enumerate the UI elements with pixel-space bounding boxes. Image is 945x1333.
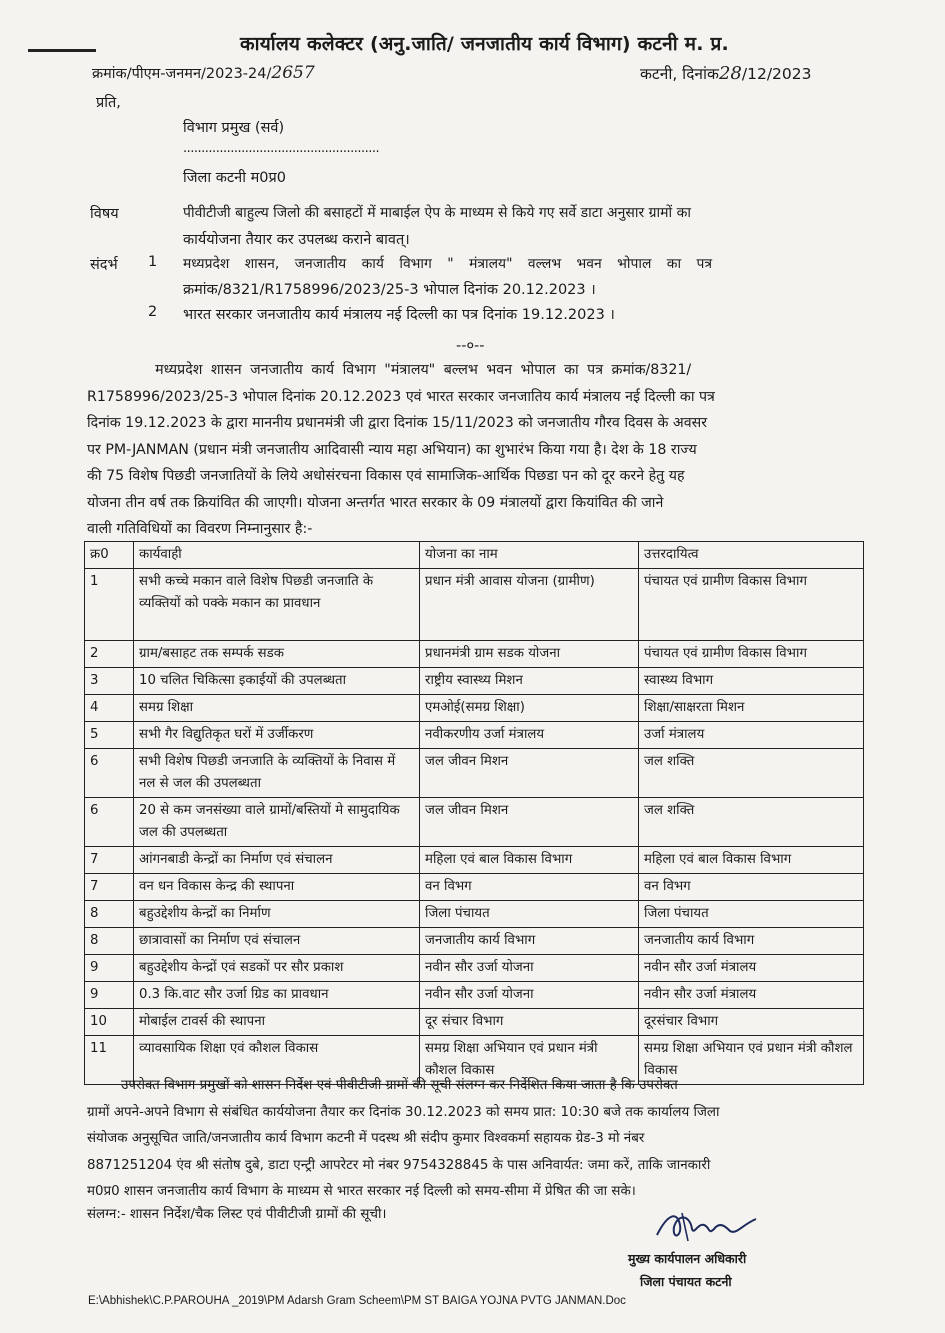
table-cell: समग्र शिक्षा अभियान एवं प्रधान मंत्री कौशल विकास — [420, 1036, 639, 1085]
body-paragraph — [87, 357, 859, 543]
table-body — [85, 542, 864, 1085]
table-row — [85, 749, 864, 798]
table-row — [85, 928, 864, 955]
table-cell: 8 — [85, 928, 134, 955]
table-cell: स्वास्थ्य विभाग — [639, 668, 864, 695]
closing-line: म0प्र0 शासन जनजातीय कार्य विभाग के माध्यम से भारत सरकार नई दिल्ली को समय-सीमा में प्रेषित की जा सके। — [87, 1184, 636, 1199]
table-cell: 10 चलित चिकित्सा इकाईयों की उपलब्धता — [134, 668, 420, 695]
table-cell: सभी विशेष पिछडी जनजाति के व्यक्तियों के निवास में नल से जल की उपलब्धता — [134, 749, 420, 798]
activities-table — [84, 541, 864, 1085]
reference-number — [92, 63, 315, 83]
body-line: मध्यप्रदेश शासन जनजातीय कार्य विभाग "मंत्रालय" बल्लभ भवन भोपाल का पत्र क्रमांक/8321/ — [87, 362, 692, 378]
reference-1-line-1: मध्यप्रदेश शासन, जनजातीय कार्य विभाग " मंत्रालय" वल्लभ भवन भोपाल का पत्र — [183, 256, 713, 272]
closing-line: उपरोक्त विभाग प्रमुखों को शासन निर्देश एवं पीवीटीजी ग्रामों की सूची संलग्न कर निर्देशित किया जाता है कि उपरोक्त — [87, 1078, 678, 1093]
margin-rule — [28, 49, 96, 52]
subject-line-1: पीवीटीजी बाहुल्य जिलो की बसाहटों में माबाईल ऐप के माध्यम से किये गए सर्वे डाटा अनुसार ग्रामों का — [183, 205, 691, 221]
table-row — [85, 874, 864, 901]
body-line: वाली गतिविधियों का विवरण निम्नानुसार है:- — [87, 521, 313, 537]
table-cell: जनजातीय कार्य विभाग — [420, 928, 639, 955]
table-cell: जिला पंचायत — [420, 901, 639, 928]
reference-label: संदर्भ — [90, 257, 118, 273]
table-header-cell: उत्तरदायित्व — [639, 542, 864, 569]
table-cell: प्रधान मंत्री आवास योजना (ग्रामीण) — [420, 569, 639, 641]
table-cell: समग्र शिक्षा अभियान एवं प्रधान मंत्री कौशल विकास — [639, 1036, 864, 1085]
closing-line: ग्रामों अपने-अपने विभाग से संबंधित कार्ययोजना तैयार कर दिनांक 30.12.2023 को समय प्रात: 10:30 बजे तक कार्यालय जिला — [87, 1104, 720, 1120]
table-row — [85, 982, 864, 1009]
table-header-cell: योजना का नाम — [420, 542, 639, 569]
table-cell: 0.3 कि.वाट सौर उर्जा ग्रिड का प्रावधान — [134, 982, 420, 1009]
prati-label: प्रति, — [96, 95, 121, 111]
table-cell: जल शक्ति — [639, 798, 864, 847]
table-cell: वन विभग — [420, 874, 639, 901]
table-row — [85, 722, 864, 749]
table-cell: मोबाईल टावर्स की स्थापना — [134, 1009, 420, 1036]
table-cell: सभी गैर विद्युतिकृत घरों में उर्जीकरण — [134, 722, 420, 749]
table-row — [85, 955, 864, 982]
table-cell: बहुउद्देशीय केन्द्रों का निर्माण — [134, 901, 420, 928]
ref-number-handwritten: 2657 — [271, 63, 315, 83]
recipient-line-3: जिला कटनी म0प्र0 — [183, 170, 286, 186]
table-cell: पंचायत एवं ग्रामीण विकास विभाग — [639, 641, 864, 668]
body-line: की 75 विशेष पिछडी जनजातियों के लिये अधोसंरचना विकास एवं सामाजिक-आर्थिक पिछडा पन को दूर करने हेतु यह — [87, 468, 685, 484]
footer-file-path: E:\Abhishek\C.P.PAROUHA _2019\PM Adarsh Gram Scheem\PM ST BAIGA YOJNA PVTG JANMAN.Doc — [88, 1295, 626, 1307]
signatory-office: जिला पंचायत कटनी — [640, 1274, 732, 1289]
table-cell: दूरसंचार विभाग — [639, 1009, 864, 1036]
table-cell: व्यावसायिक शिक्षा एवं कौशल विकास — [134, 1036, 420, 1085]
table-cell: 2 — [85, 641, 134, 668]
table-header-row — [85, 542, 864, 569]
closing-line: 8871251204 एंव श्री संतोष दुबे, डाटा एन्ट्री आपरेटर मो नंबर 9754328845 के पास अनिवार्यत: जमा करें, ताकि जानकारी — [87, 1157, 711, 1173]
date-day-handwritten: 28 — [718, 63, 742, 84]
table-cell: 20 से कम जनसंख्या वाले ग्रामों/बस्तियों मे सामुदायिक जल की उपलब्धता — [134, 798, 420, 847]
table-header-cell: क्र0 — [85, 542, 134, 569]
table-cell: जल जीवन मिशन — [420, 798, 639, 847]
table-cell: 7 — [85, 874, 134, 901]
recipient-line-1: विभाग प्रमुख (सर्व) — [183, 120, 285, 136]
table-row — [85, 798, 864, 847]
table-cell: जल शक्ति — [639, 749, 864, 798]
table-cell: ग्राम/बसाहट तक सम्पर्क सडक — [134, 641, 420, 668]
subject-line-2: कार्ययोजना तैयार कर उपलब्ध कराने बावत्। — [183, 232, 410, 248]
table-cell: शिक्षा/साक्षरता मिशन — [639, 695, 864, 722]
date-month-year: /12/2023 — [741, 65, 812, 83]
table-cell: सभी कच्चे मकान वाले विशेष पिछडी जनजाति के व्यक्तियों को पक्के मकान का प्रावधान — [134, 569, 420, 641]
table-cell: एमओई(समग्र शिक्षा) — [420, 695, 639, 722]
body-line: पर PM-JANMAN (प्रधान मंत्री जनजातीय आदिवासी न्याय महा अभियान) का शुभारंभ किया गया है। देश के 18 राज्य — [87, 441, 697, 458]
table-cell: बहुउद्देशीय केन्द्रों एवं सडकों पर सौर प्रकाश — [134, 955, 420, 982]
signature — [652, 1205, 762, 1245]
table-cell: नवीन सौर उर्जा मंत्रालय — [639, 955, 864, 982]
table-cell: 7 — [85, 847, 134, 874]
table-row — [85, 1009, 864, 1036]
body-line: योजना तीन वर्ष तक क्रियांवित की जाएगी। योजना अन्तर्गत भारत सरकार के 09 मंत्रालयों द्वारा कियांवित की जाने — [87, 494, 664, 511]
table-cell: 6 — [85, 798, 134, 847]
table-row — [85, 668, 864, 695]
table-cell: छात्रावासों का निर्माण एवं संचालन — [134, 928, 420, 955]
closing-paragraph — [87, 1073, 859, 1206]
table-cell: नवीन सौर उर्जा योजना — [420, 982, 639, 1009]
table-cell: नवीन सौर उर्जा योजना — [420, 955, 639, 982]
reference-2-number: 2 — [148, 304, 158, 320]
table-cell: प्रधानमंत्री ग्राम सडक योजना — [420, 641, 639, 668]
table-cell: 9 — [85, 982, 134, 1009]
table-cell: 11 — [85, 1036, 134, 1085]
table-cell: 3 — [85, 668, 134, 695]
subject-label: विषय — [90, 206, 119, 222]
reference-1-line-2: क्रमांक/8321/R1758996/2023/25-3 भोपाल दिनांक 20.12.2023 । — [183, 282, 596, 298]
separator: --०-- — [456, 338, 485, 354]
table-cell: नवीकरणीय उर्जा मंत्रालय — [420, 722, 639, 749]
table-cell: पंचायत एवं ग्रामीण विकास विभाग — [639, 569, 864, 641]
table-cell: वन विभग — [639, 874, 864, 901]
table-cell: 5 — [85, 722, 134, 749]
table-cell: जनजातीय कार्य विभाग — [639, 928, 864, 955]
ref-number-printed: क्रमांक/पीएम-जनमन/2023-24/ — [92, 66, 272, 82]
table-cell: नवीन सौर उर्जा मंत्रालय — [639, 982, 864, 1009]
table-cell: 1 — [85, 569, 134, 641]
table-cell: 8 — [85, 901, 134, 928]
table-cell: जल जीवन मिशन — [420, 749, 639, 798]
table-cell: 10 — [85, 1009, 134, 1036]
table-cell: वन धन विकास केन्द्र की स्थापना — [134, 874, 420, 901]
recipient-dotted-line: ...................................................... — [183, 141, 380, 156]
table-row — [85, 901, 864, 928]
body-line: दिनांक 19.12.2023 के द्वारा माननीय प्रधानमंत्री जी द्वारा दिनांक 15/11/2023 को जनजातीय गौरव दिवस के अवसर — [87, 415, 708, 431]
table-cell: 6 — [85, 749, 134, 798]
enclosure-note: संलग्न:- शासन निर्देश/चैक लिस्ट एवं पीवीटीजी ग्रामों की सूची। — [87, 1207, 387, 1222]
table-cell: आंगनबाडी केन्द्रों का निर्माण एवं संचालन — [134, 847, 420, 874]
table-cell: महिला एवं बाल विकास विभाग — [420, 847, 639, 874]
table-cell: दूर संचार विभाग — [420, 1009, 639, 1036]
table-cell: समग्र शिक्षा — [134, 695, 420, 722]
place-date-label: कटनी, दिनांक — [640, 65, 719, 83]
table-row — [85, 847, 864, 874]
table-cell: 9 — [85, 955, 134, 982]
reference-1-number: 1 — [148, 254, 158, 270]
office-title: कार्यालय कलेक्टर (अनु.जाति/ जनजातीय कार्य विभाग) कटनी म. प्र. — [240, 33, 729, 55]
table-cell: जिला पंचायत — [639, 901, 864, 928]
table-row — [85, 695, 864, 722]
table-cell: 4 — [85, 695, 134, 722]
table-row — [85, 641, 864, 668]
table-header-cell: कार्यवाही — [134, 542, 420, 569]
table-cell: उर्जा मंत्रालय — [639, 722, 864, 749]
body-line: R1758996/2023/25-3 भोपाल दिनांक 20.12.2023 एवं भारत सरकार जनजातिय कार्य मंत्रालय नई दिल्ली का पत्र — [87, 388, 715, 405]
reference-2-line-1: भारत सरकार जनजातीय कार्य मंत्रालय नई दिल्ली का पत्र दिनांक 19.12.2023 । — [183, 307, 615, 323]
table-cell: राष्ट्रीय स्वास्थ्य मिशन — [420, 668, 639, 695]
table-row — [85, 569, 864, 641]
place-date — [640, 62, 812, 84]
table-cell: महिला एवं बाल विकास विभाग — [639, 847, 864, 874]
signatory-designation: मुख्य कार्यपालन अधिकारी — [628, 1251, 747, 1266]
closing-line: संयोजक अनुसूचित जाति/जनजातीय कार्य विभाग कटनी में पदस्थ श्री संदीप कुमार विश्वकर्मा सहायक ग्रेड-3 मो नंबर — [87, 1131, 645, 1146]
